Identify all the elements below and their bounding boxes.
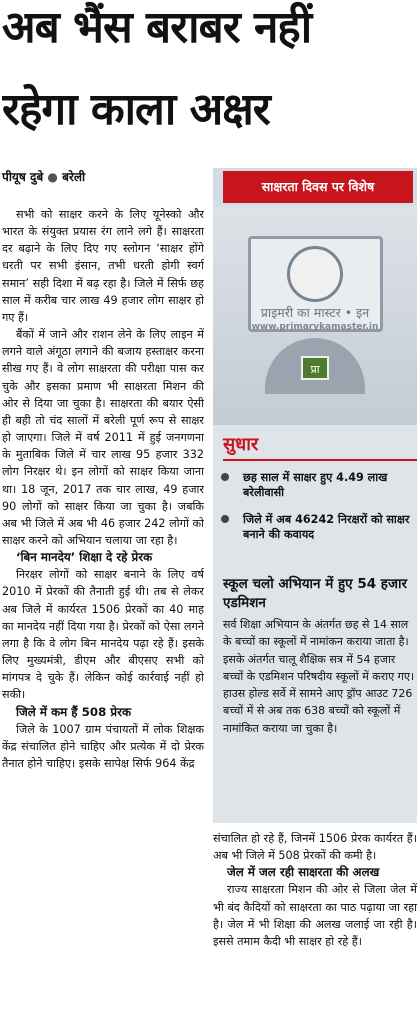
article-left-column xyxy=(2,206,204,1026)
special-banner-label: साक्षरता दिवस पर विशेष xyxy=(223,171,413,203)
special-banner xyxy=(213,168,417,206)
headline-line-2: रहेगा काला अक्षर xyxy=(2,84,270,135)
article-subheading: ‘बिन मानदेय’ शिक्षा दे रहे प्रेरक xyxy=(16,550,153,565)
sudhar-title: सुधार xyxy=(223,434,259,455)
bullet-icon xyxy=(221,515,229,523)
watermark-badge: प्रा xyxy=(301,356,329,380)
article-paragraph: निरक्षर लोगों को साक्षर बनाने के लिए वर्ष 2010 में प्रेरकों की तैनाती हुई थी। तब से लेकर अब जिले में कार्यरत 1506 प्रेरकों का 40 माह का मानदेय नहीं दिया गया है। प्रेरकों को ऐसा लगने लगा है कि वे लोग बिन मानदेय पढ़ा रहे हैं। इसके लिए मुख्यमंत्री, डीएम और बीएसए सभी को मांगपत्र दे चुके हैं। लेकिन कोई कार्रवाई नहीं हो सकी। xyxy=(2,568,204,702)
headline-line-1: अब भैंस बराबर नहीं xyxy=(2,2,312,53)
article-paragraph: संचालित हो रहे हैं, जिनमें 1506 प्रेरक कार्यरत हैं। अब भी जिले में 508 प्रेरकों की कमी है। xyxy=(213,832,417,863)
article-paragraph: राज्य साक्षरता मिशन की ओर से जिला जेल में भी बंद कैदियों को साक्षरता का पाठ पढ़ाया जा रहा है। जेल में भी शिक्षा की अलख जलाई जा रही है। इससे तमाम कैदी भी साक्षर हो रहे हैं। xyxy=(213,883,417,948)
byline-author: पीयूष दुबे xyxy=(2,170,44,184)
sudhar-divider xyxy=(223,459,417,461)
article-right-column xyxy=(213,830,417,1026)
sudhar-box xyxy=(213,425,417,563)
admission-box xyxy=(213,563,417,823)
article-subheading: जेल में जल रही साक्षरता की अलख xyxy=(227,865,380,880)
article-paragraph: जिले के 1007 ग्राम पंचायतों में लोक शिक्षक केंद्र संचालित होने चाहिए और प्रत्येक में दो प्रेरक तैनात होने चाहिए। इसके सापेक्ष सिर्फ 964 केंद्र xyxy=(2,722,204,770)
watermark-url: www.primarykamaster.in xyxy=(251,322,379,332)
admission-title: स्कूल चलो अभियान में हुए 54 हजार एडमिशन xyxy=(223,576,408,611)
sudhar-item xyxy=(221,512,411,542)
sudhar-item-text: छह साल में साक्षर हुए 4.49 लाख बरेलीवासी xyxy=(243,471,388,499)
bullet-icon xyxy=(221,473,229,481)
admission-body: सर्व शिक्षा अभियान के अंतर्गत छह से 14 साल के बच्चों का स्कूलों में नामांकन कराया जाता है। इसके अंतर्गत चालू शैक्षिक सत्र में 54 हजार बच्चों के एडमिशन परिषदीय स्कूलों में कराए गए। हाउस होल्ड सर्वे में सामने आए ड्रॉप आउट 726 बच्चों में से अब तक 638 बच्चों को स्कूलों में नामांकित कराया जा चुका है। xyxy=(223,618,415,735)
article-paragraph: सभी को साक्षर करने के लिए यूनेस्को और भारत के संयुक्त प्रयास रंग लाने लगे हैं। साक्षरता दर बढ़ाने के लिए दिए गए स्लोगन ‘साक्षर होंगे धरती पर सभी इंसान, तभी धरती होगी स्वर्ग समान’ सही दिशा में बढ़ रहा है। जिले में सिर्फ छह साल में करीब चार लाख 49 हजार लोग साक्षर हो गए हैं। xyxy=(2,208,204,324)
photo-with-watermark xyxy=(213,206,417,425)
byline xyxy=(2,168,85,185)
sudhar-item-text: जिले में अब 46242 निरक्षरों को साक्षर बनाने की कवायद xyxy=(243,513,410,541)
sudhar-item xyxy=(221,470,411,500)
watermark-text: प्राइमरी का मास्टर • इन xyxy=(260,305,370,320)
article-subheading: जिले में कम हैं 508 प्रेरक xyxy=(16,704,131,719)
teacher-face-icon xyxy=(287,246,343,302)
byline-place: बरेली xyxy=(62,170,86,184)
article-paragraph: बैंकों में जाने और राशन लेने के लिए लाइन में लगने वाले अंगूठा लगाने की बजाय हस्ताक्षर करना सीख गए हैं। वे लोग साक्षरता की परीक्षा पास कर चुके और इसका प्रमाण भी साक्षरता मिशन की ओर से दिया जा चुका है। साक्षरता की बयार ऐसी ही बही तो चंद सालों में बरेली पूर्ण रूप से साक्षर हो जाएगा। जिले में वर्ष 2011 में हुई जनगणना के मुताबिक जिले में चार लाख 95 हजार 332 लोग निरक्षर थे। इन लोगों को साक्षर किया जाना था। 18 जून, 2017 तक चार लाख, 49 हजार 90 लोगों को साक्षर किया जा चुका है। जबकि अब भी जिले में अब भी 46 हजार 242 लोगों को साक्षर करने को अभियान चलाया जा रहा है। xyxy=(2,328,204,547)
bullet-icon: ● xyxy=(47,170,58,184)
